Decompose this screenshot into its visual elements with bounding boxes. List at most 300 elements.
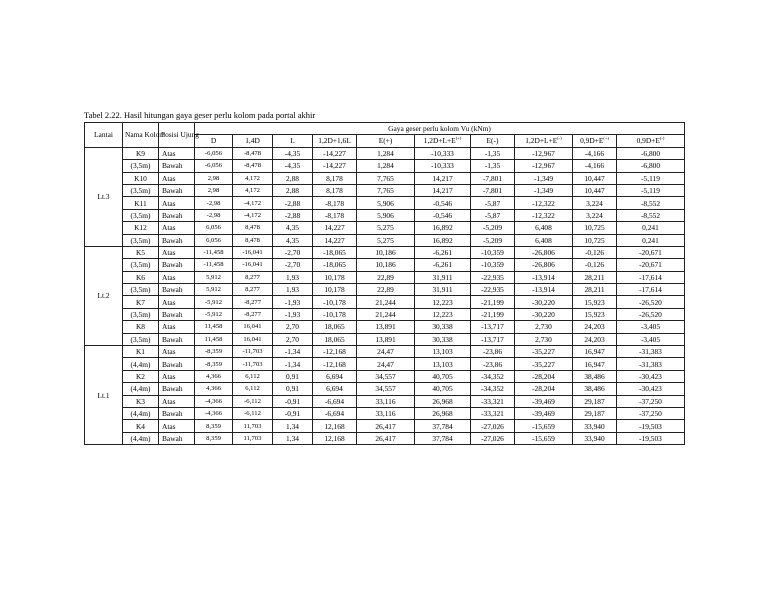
value-cell: 1,34 xyxy=(273,420,313,432)
value-cell: 38,486 xyxy=(573,383,617,395)
value-cell: -12,967 xyxy=(515,147,573,159)
value-cell: 8,478 xyxy=(233,222,273,234)
value-cell: -39,469 xyxy=(515,407,573,419)
value-cell: 13,103 xyxy=(415,358,471,370)
value-cell: 33,940 xyxy=(573,420,617,432)
header-col-sup: (+) xyxy=(455,135,462,141)
table-row xyxy=(85,184,685,196)
value-cell: -12,967 xyxy=(515,160,573,172)
value-cell: 6,694 xyxy=(313,370,357,382)
value-cell: -6,694 xyxy=(313,395,357,407)
kolom-height-cell: (4,4m) xyxy=(123,383,159,395)
header-col-label: D xyxy=(210,136,217,146)
value-cell: 1,284 xyxy=(357,160,415,172)
value-cell: -23,86 xyxy=(471,358,515,370)
value-cell: -31,383 xyxy=(617,346,685,358)
value-cell: -28,204 xyxy=(515,370,573,382)
header-posisi-ujung: Posisi Ujung xyxy=(159,123,195,148)
value-cell: -15,659 xyxy=(515,420,573,432)
value-cell: -13,914 xyxy=(515,271,573,283)
value-cell: 4,366 xyxy=(195,383,233,395)
table-row xyxy=(85,432,685,444)
value-cell: 10,725 xyxy=(573,234,617,246)
value-cell: 11,458 xyxy=(195,321,233,333)
value-cell: -13,717 xyxy=(471,333,515,345)
value-cell: -0,546 xyxy=(415,209,471,221)
value-cell: -34,352 xyxy=(471,370,515,382)
value-cell: -0,91 xyxy=(273,395,313,407)
header-col-8 xyxy=(573,135,617,147)
table-row xyxy=(85,370,685,382)
header-col-9 xyxy=(617,135,685,147)
value-cell: 8,178 xyxy=(313,184,357,196)
value-cell: 31,911 xyxy=(415,271,471,283)
value-cell: -14,227 xyxy=(313,160,357,172)
value-cell: -4,172 xyxy=(233,197,273,209)
value-cell: -6,694 xyxy=(313,407,357,419)
value-cell: 13,103 xyxy=(415,346,471,358)
header-lantai: Lantai xyxy=(85,123,123,148)
value-cell: 12,168 xyxy=(313,432,357,444)
table-row xyxy=(85,346,685,358)
shear-force-table xyxy=(84,122,685,445)
value-cell: 5,906 xyxy=(357,209,415,221)
value-cell: -27,026 xyxy=(471,432,515,444)
posisi-cell: Atas xyxy=(159,172,195,184)
posisi-cell: Bawah xyxy=(159,308,195,320)
value-cell: 12,223 xyxy=(415,296,471,308)
value-cell: -4,172 xyxy=(233,209,273,221)
value-cell: -31,383 xyxy=(617,358,685,370)
value-cell: -2,70 xyxy=(273,246,313,258)
value-cell: -1,93 xyxy=(273,308,313,320)
header-col-0 xyxy=(195,135,233,147)
table-row xyxy=(85,147,685,159)
table-row xyxy=(85,172,685,184)
value-cell: 10,447 xyxy=(573,172,617,184)
value-cell: -1,349 xyxy=(515,184,573,196)
value-cell: -2,98 xyxy=(195,209,233,221)
value-cell: -23,86 xyxy=(471,346,515,358)
header-col-label: E(+) xyxy=(378,136,393,146)
table-header xyxy=(85,123,685,148)
table-caption: Tabel 2.22. Hasil hitungan gaya geser perlu kolom pada portal akhir xyxy=(84,110,316,120)
kolom-name-cell: K10 xyxy=(123,172,159,184)
value-cell: 6,408 xyxy=(515,222,573,234)
table-row xyxy=(85,308,685,320)
value-cell: -8,478 xyxy=(233,160,273,172)
value-cell: -2,70 xyxy=(273,259,313,271)
value-cell: 16,041 xyxy=(233,333,273,345)
value-cell: -11,703 xyxy=(233,358,273,370)
kolom-height-cell: (4,4m) xyxy=(123,432,159,444)
kolom-name-cell: K2 xyxy=(123,370,159,382)
value-cell: -37,250 xyxy=(617,407,685,419)
value-cell: 16,041 xyxy=(233,321,273,333)
value-cell: 10,178 xyxy=(313,284,357,296)
kolom-name-cell: K8 xyxy=(123,321,159,333)
value-cell: -16,041 xyxy=(233,259,273,271)
value-cell: 4,35 xyxy=(273,222,313,234)
kolom-name-cell: K1 xyxy=(123,346,159,358)
kolom-name-cell: K11 xyxy=(123,197,159,209)
value-cell: -8,277 xyxy=(233,308,273,320)
value-cell: -2,98 xyxy=(195,197,233,209)
header-col-label: 1,2D+L+E xyxy=(525,136,558,146)
value-cell: -39,469 xyxy=(515,395,573,407)
value-cell: -0,91 xyxy=(273,407,313,419)
value-cell: 6,056 xyxy=(195,234,233,246)
posisi-cell: Bawah xyxy=(159,407,195,419)
value-cell: -4,166 xyxy=(573,160,617,172)
value-cell: 18,065 xyxy=(313,333,357,345)
value-cell: 1,93 xyxy=(273,284,313,296)
value-cell: 1,284 xyxy=(357,147,415,159)
value-cell: 24,47 xyxy=(357,358,415,370)
value-cell: 16,892 xyxy=(415,234,471,246)
value-cell: 10,447 xyxy=(573,184,617,196)
value-cell: -28,204 xyxy=(515,383,573,395)
value-cell: -22,935 xyxy=(471,271,515,283)
posisi-cell: Bawah xyxy=(159,383,195,395)
posisi-cell: Bawah xyxy=(159,234,195,246)
header-col-label: 1,2D+L+E xyxy=(423,136,456,146)
value-cell: 6,112 xyxy=(233,383,273,395)
value-cell: -1,34 xyxy=(273,346,313,358)
value-cell: 37,784 xyxy=(415,420,471,432)
value-cell: 1,93 xyxy=(273,271,313,283)
value-cell: -10,333 xyxy=(415,160,471,172)
value-cell: 5,906 xyxy=(357,197,415,209)
value-cell: 5,275 xyxy=(357,234,415,246)
table-row xyxy=(85,284,685,296)
value-cell: 10,725 xyxy=(573,222,617,234)
value-cell: 0,241 xyxy=(617,234,685,246)
value-cell: 40,705 xyxy=(415,370,471,382)
value-cell: -0,126 xyxy=(573,259,617,271)
value-cell: 14,217 xyxy=(415,172,471,184)
value-cell: 3,224 xyxy=(573,209,617,221)
value-cell: -37,250 xyxy=(617,395,685,407)
value-cell: -0,546 xyxy=(415,197,471,209)
value-cell: 2,70 xyxy=(273,321,313,333)
value-cell: -8,478 xyxy=(233,147,273,159)
table-row xyxy=(85,407,685,419)
value-cell: 29,187 xyxy=(573,407,617,419)
value-cell: 22,89 xyxy=(357,284,415,296)
value-cell: -4,35 xyxy=(273,147,313,159)
posisi-cell: Bawah xyxy=(159,284,195,296)
value-cell: -6,056 xyxy=(195,160,233,172)
value-cell: -35,227 xyxy=(515,346,573,358)
value-cell: 30,338 xyxy=(415,321,471,333)
value-cell: -6,112 xyxy=(233,395,273,407)
header-col-6 xyxy=(471,135,515,147)
posisi-cell: Atas xyxy=(159,370,195,382)
value-cell: 4,366 xyxy=(195,370,233,382)
value-cell: 2,98 xyxy=(195,172,233,184)
posisi-cell: Atas xyxy=(159,420,195,432)
value-cell: 2,98 xyxy=(195,184,233,196)
value-cell: 37,784 xyxy=(415,432,471,444)
header-col-3 xyxy=(313,135,357,147)
value-cell: 0,241 xyxy=(617,222,685,234)
header-col-5 xyxy=(415,135,471,147)
value-cell: -6,261 xyxy=(415,259,471,271)
value-cell: -5,119 xyxy=(617,172,685,184)
value-cell: -5,87 xyxy=(471,209,515,221)
value-cell: -10,178 xyxy=(313,296,357,308)
table-row xyxy=(85,222,685,234)
value-cell: -30,423 xyxy=(617,370,685,382)
table-row xyxy=(85,383,685,395)
value-cell: 11,703 xyxy=(233,420,273,432)
kolom-height-cell: (3,5m) xyxy=(123,184,159,196)
value-cell: -5,209 xyxy=(471,222,515,234)
table-row xyxy=(85,209,685,221)
value-cell: -6,056 xyxy=(195,147,233,159)
value-cell: 7,765 xyxy=(357,184,415,196)
value-cell: -12,168 xyxy=(313,346,357,358)
posisi-cell: Bawah xyxy=(159,333,195,345)
value-cell: 30,338 xyxy=(415,333,471,345)
value-cell: -27,026 xyxy=(471,420,515,432)
value-cell: 7,765 xyxy=(357,172,415,184)
value-cell: -18,065 xyxy=(313,259,357,271)
value-cell: -4,366 xyxy=(195,395,233,407)
value-cell: -10,359 xyxy=(471,246,515,258)
value-cell: 2,70 xyxy=(273,333,313,345)
value-cell: 24,203 xyxy=(573,333,617,345)
value-cell: 16,947 xyxy=(573,346,617,358)
value-cell: 12,223 xyxy=(415,308,471,320)
value-cell: -8,277 xyxy=(233,296,273,308)
value-cell: 2,730 xyxy=(515,321,573,333)
value-cell: 6,056 xyxy=(195,222,233,234)
value-cell: 6,694 xyxy=(313,383,357,395)
value-cell: -10,359 xyxy=(471,259,515,271)
value-cell: 5,275 xyxy=(357,222,415,234)
value-cell: 4,35 xyxy=(273,234,313,246)
value-cell: 2,730 xyxy=(515,333,573,345)
value-cell: 4,172 xyxy=(233,184,273,196)
value-cell: 15,923 xyxy=(573,308,617,320)
value-cell: 4,172 xyxy=(233,172,273,184)
value-cell: -26,520 xyxy=(617,296,685,308)
header-row-1 xyxy=(85,123,685,135)
value-cell: -16,041 xyxy=(233,246,273,258)
value-cell: -3,405 xyxy=(617,333,685,345)
value-cell: -12,168 xyxy=(313,358,357,370)
value-cell: 28,211 xyxy=(573,271,617,283)
value-cell: -30,423 xyxy=(617,383,685,395)
value-cell: -33,321 xyxy=(471,395,515,407)
table-row xyxy=(85,420,685,432)
value-cell: -3,405 xyxy=(617,321,685,333)
value-cell: 33,116 xyxy=(357,395,415,407)
value-cell: -17,614 xyxy=(617,284,685,296)
value-cell: -10,178 xyxy=(313,308,357,320)
value-cell: -8,359 xyxy=(195,358,233,370)
header-col-2 xyxy=(273,135,313,147)
value-cell: -5,119 xyxy=(617,184,685,196)
value-cell: -19,503 xyxy=(617,432,685,444)
value-cell: 26,968 xyxy=(415,395,471,407)
kolom-height-cell: (3,5m) xyxy=(123,160,159,172)
header-col-7 xyxy=(515,135,573,147)
value-cell: 14,227 xyxy=(313,222,357,234)
value-cell: 8,359 xyxy=(195,432,233,444)
value-cell: 1,34 xyxy=(273,432,313,444)
value-cell: -15,659 xyxy=(515,432,573,444)
lantai-cell: Lt.1 xyxy=(85,346,123,445)
table-row xyxy=(85,197,685,209)
header-col-label: 1,2D+1,6L xyxy=(318,136,351,146)
table-row xyxy=(85,321,685,333)
value-cell: -6,112 xyxy=(233,407,273,419)
kolom-name-cell: K6 xyxy=(123,271,159,283)
value-cell: -1,93 xyxy=(273,296,313,308)
table-row xyxy=(85,333,685,345)
value-cell: 10,178 xyxy=(313,271,357,283)
table-row xyxy=(85,271,685,283)
value-cell: -8,178 xyxy=(313,209,357,221)
lantai-cell: Lt.3 xyxy=(85,147,123,246)
value-cell: -20,671 xyxy=(617,246,685,258)
value-cell: 18,065 xyxy=(313,321,357,333)
header-col-label: 0,9D+E xyxy=(636,136,660,146)
posisi-cell: Atas xyxy=(159,395,195,407)
value-cell: 8,359 xyxy=(195,420,233,432)
value-cell: 8,478 xyxy=(233,234,273,246)
table-row xyxy=(85,395,685,407)
value-cell: -18,065 xyxy=(313,246,357,258)
header-col-sup: (+) xyxy=(603,135,609,141)
kolom-name-cell: K3 xyxy=(123,395,159,407)
value-cell: 38,486 xyxy=(573,370,617,382)
value-cell: 0,91 xyxy=(273,383,313,395)
posisi-cell: Bawah xyxy=(159,184,195,196)
kolom-height-cell: (3,5m) xyxy=(123,308,159,320)
value-cell: -6,800 xyxy=(617,147,685,159)
posisi-cell: Atas xyxy=(159,271,195,283)
value-cell: -1,35 xyxy=(471,160,515,172)
value-cell: -5,209 xyxy=(471,234,515,246)
value-cell: -7,801 xyxy=(471,172,515,184)
value-cell: -35,227 xyxy=(515,358,573,370)
value-cell: 13,891 xyxy=(357,333,415,345)
value-cell: 8,277 xyxy=(233,271,273,283)
kolom-height-cell: (3,5m) xyxy=(123,209,159,221)
value-cell: 15,923 xyxy=(573,296,617,308)
value-cell: -11,703 xyxy=(233,346,273,358)
lantai-cell: Lt.2 xyxy=(85,246,123,345)
value-cell: 12,168 xyxy=(313,420,357,432)
posisi-cell: Atas xyxy=(159,246,195,258)
value-cell: -12,322 xyxy=(515,197,573,209)
value-cell: 40,705 xyxy=(415,383,471,395)
value-cell: -6,261 xyxy=(415,246,471,258)
kolom-name-cell: K9 xyxy=(123,147,159,159)
value-cell: -2,88 xyxy=(273,197,313,209)
value-cell: -22,935 xyxy=(471,284,515,296)
value-cell: 14,217 xyxy=(415,184,471,196)
value-cell: -0,126 xyxy=(573,246,617,258)
value-cell: -8,178 xyxy=(313,197,357,209)
value-cell: 33,940 xyxy=(573,432,617,444)
posisi-cell: Atas xyxy=(159,147,195,159)
value-cell: 10,186 xyxy=(357,246,415,258)
posisi-cell: Bawah xyxy=(159,209,195,221)
value-cell: 33,116 xyxy=(357,407,415,419)
value-cell: 26,968 xyxy=(415,407,471,419)
value-cell: -5,912 xyxy=(195,308,233,320)
posisi-cell: Bawah xyxy=(159,160,195,172)
value-cell: -21,199 xyxy=(471,308,515,320)
table-body xyxy=(85,147,685,444)
value-cell: -10,333 xyxy=(415,147,471,159)
table-row xyxy=(85,246,685,258)
posisi-cell: Atas xyxy=(159,197,195,209)
posisi-cell: Atas xyxy=(159,296,195,308)
posisi-cell: Atas xyxy=(159,346,195,358)
kolom-height-cell: (4,4m) xyxy=(123,407,159,419)
value-cell: -13,717 xyxy=(471,321,515,333)
value-cell: -5,87 xyxy=(471,197,515,209)
value-cell: 16,892 xyxy=(415,222,471,234)
value-cell: -8,552 xyxy=(617,209,685,221)
posisi-cell: Bawah xyxy=(159,358,195,370)
value-cell: -1,35 xyxy=(471,147,515,159)
value-cell: 13,891 xyxy=(357,321,415,333)
value-cell: 21,244 xyxy=(357,296,415,308)
value-cell: 5,912 xyxy=(195,284,233,296)
table-row xyxy=(85,296,685,308)
header-col-sup: (-) xyxy=(659,135,665,141)
value-cell: 2,88 xyxy=(273,184,313,196)
table-row xyxy=(85,259,685,271)
value-cell: -33,321 xyxy=(471,407,515,419)
value-cell: -5,912 xyxy=(195,296,233,308)
value-cell: 21,244 xyxy=(357,308,415,320)
table-row xyxy=(85,234,685,246)
value-cell: -26,806 xyxy=(515,259,573,271)
value-cell: 31,911 xyxy=(415,284,471,296)
kolom-height-cell: (3,5m) xyxy=(123,259,159,271)
value-cell: 3,224 xyxy=(573,197,617,209)
value-cell: 34,557 xyxy=(357,370,415,382)
kolom-height-cell: (3,5m) xyxy=(123,234,159,246)
value-cell: 24,203 xyxy=(573,321,617,333)
value-cell: 22,89 xyxy=(357,271,415,283)
header-col-label: E(-) xyxy=(486,136,499,146)
kolom-height-cell: (4,4m) xyxy=(123,358,159,370)
kolom-height-cell: (3,5m) xyxy=(123,333,159,345)
value-cell: 11,458 xyxy=(195,333,233,345)
header-group-gaya-geser: Gaya geser perlu kolom Vu (kNm) xyxy=(195,123,685,135)
value-cell: -11,458 xyxy=(195,259,233,271)
header-col-4 xyxy=(357,135,415,147)
value-cell: 8,277 xyxy=(233,284,273,296)
value-cell: 14,227 xyxy=(313,234,357,246)
header-col-label: 0,9D+E xyxy=(580,136,604,146)
kolom-name-cell: K12 xyxy=(123,222,159,234)
value-cell: 8,178 xyxy=(313,172,357,184)
value-cell: -1,34 xyxy=(273,358,313,370)
kolom-name-cell: K4 xyxy=(123,420,159,432)
value-cell: -2,88 xyxy=(273,209,313,221)
posisi-cell: Atas xyxy=(159,222,195,234)
